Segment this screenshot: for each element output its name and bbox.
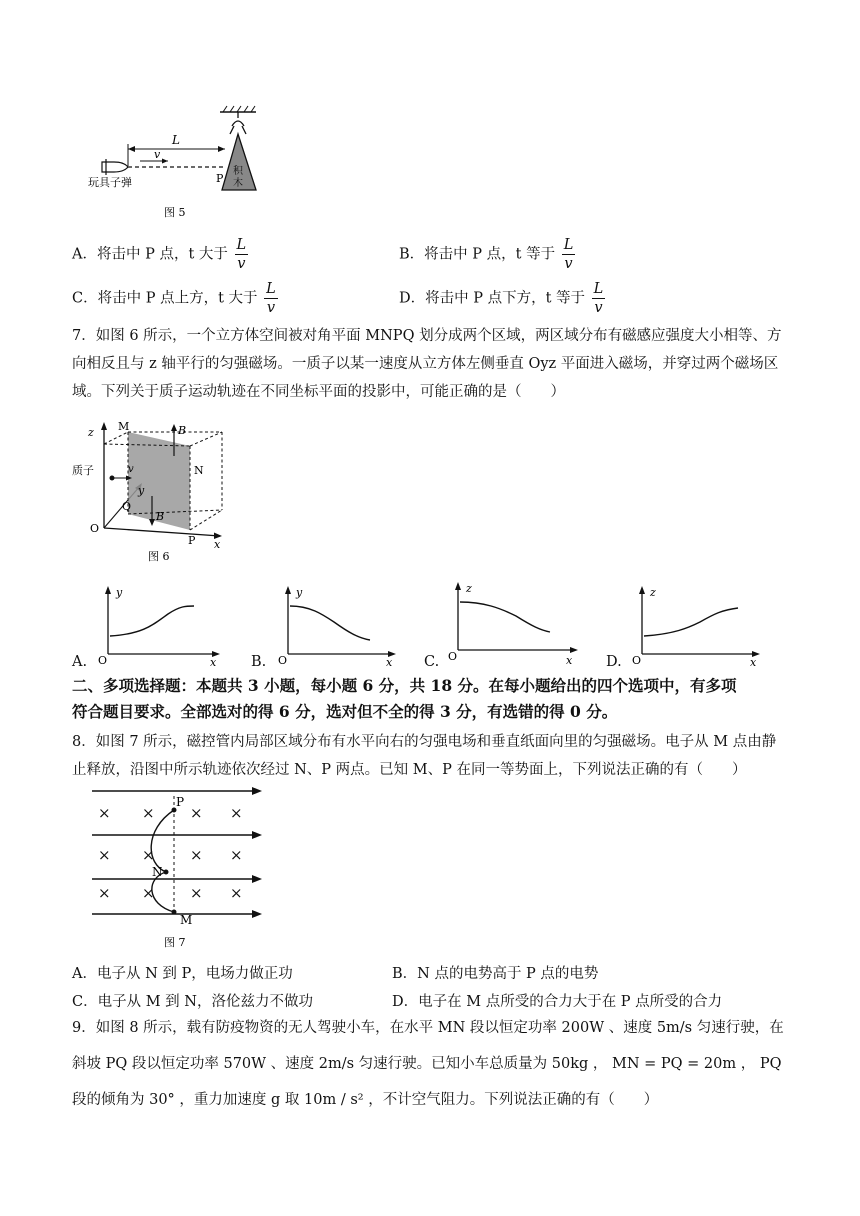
graph-a-vertical-axis: y [116, 586, 123, 599]
graph-d-horizontal-axis: x [750, 656, 757, 668]
graph-b-horizontal-axis: x [386, 656, 393, 668]
q7-line-3: 域。下列关于质子运动轨迹在不同坐标平面的投影中，可能正确的是（ ） [72, 384, 565, 400]
fig5-block-label-2: 木 [233, 178, 243, 189]
fig6-P: P [188, 534, 196, 547]
graph-b-vertical-axis: y [296, 586, 303, 599]
graph-d-origin: O [632, 654, 642, 667]
fig6-z: z [88, 426, 94, 439]
fraction-l-over-v: $\frac{L}{v}$ [266, 281, 276, 316]
svg-text:×: × [190, 884, 203, 902]
q8-line-1: 8．如图 7 所示，磁控管内局部区域分布有水平向右的匀强电场和垂直纸面向里的匀强磁场。电子从 M 点由静 [72, 734, 777, 750]
fig6-proton: 质子 [72, 464, 94, 477]
q9-line-1: 9．如图 8 所示，载有防疫物资的无人驾驶小车，在水平 MN 段以恒定功率 200W 、速度 5m/s 匀速行驶，在 [72, 1020, 784, 1036]
fig5-label-P: P [216, 172, 224, 185]
fig6-O: O [90, 522, 100, 535]
q6-option-d[interactable]: D．将击中 P 点下方，t 等于 $\frac{L}{v}$ [399, 281, 604, 316]
q7-option-d[interactable]: D. [606, 654, 622, 670]
fig5-caption: 图 5 [164, 206, 186, 219]
fig6-N: N [194, 464, 204, 477]
fig6-B-up: B [178, 424, 187, 437]
q7-graph-d [628, 584, 768, 668]
graph-b-origin: O [278, 654, 288, 667]
section-2-heading-line-1: 二、多项选择题：本题共 3 小题，每小题 6 分，共 18 分。在每小题给出的四个选项中，有多项 [72, 676, 737, 695]
fraction-l-over-v: $\frac{L}{v}$ [593, 281, 604, 316]
graph-c-horizontal-axis: x [566, 654, 573, 667]
svg-text:×: × [98, 884, 111, 902]
q7-graph-b [274, 584, 404, 668]
figure-6 [72, 410, 242, 570]
graph-a-horizontal-axis: x [210, 656, 217, 668]
fig7-caption: 图 7 [164, 936, 186, 949]
section-2-heading-line-2: 符合题目要求。全部选对的得 6 分，选对但不全的得 3 分，有选错的得 0 分。 [72, 702, 618, 721]
q6-option-a[interactable]: A．将击中 P 点，t 大于 $\frac{L}{v}$ [72, 237, 247, 272]
graph-a-origin: O [98, 654, 108, 667]
q7-option-b[interactable]: B. [251, 654, 267, 670]
fraction-l-over-v: $\frac{L}{v}$ [236, 237, 247, 272]
fig6-B-down: B [156, 510, 165, 523]
svg-text:×: × [142, 804, 155, 822]
q7-line-2: 向相反且与 z 轴平行的匀强磁场。一质子以某一速度从立方体左侧垂直 Oyz 平面进入磁场，并穿过两个磁场区 [72, 356, 779, 372]
magnetic-field-crosses [98, 804, 243, 902]
svg-text:×: × [142, 846, 155, 864]
q7-graph-c [444, 580, 584, 668]
fraction-l-over-v: $\frac{L}{v}$ [563, 237, 574, 272]
q8-option-b[interactable]: B．N 点的电势高于 P 点的电势 [392, 966, 599, 982]
svg-text:×: × [98, 846, 111, 864]
q8-option-d[interactable]: D．电子在 M 点所受的合力大于在 P 点所受的合力 [392, 994, 723, 1010]
fig6-caption: 图 6 [148, 550, 170, 563]
fig6-x: x [214, 538, 221, 551]
q9-line-3: 段的倾角为 30° ，重力加速度 g 取 10m / s² ，不计空气阻力。下列说法正确的有（ ） [72, 1092, 659, 1108]
svg-text:×: × [230, 846, 243, 864]
graph-c-origin: O [448, 650, 458, 663]
fig6-v: v [128, 464, 134, 475]
svg-text:×: × [230, 884, 243, 902]
fig5-block-label-1: 积 [233, 166, 243, 177]
svg-text:×: × [98, 804, 111, 822]
svg-text:×: × [190, 846, 203, 864]
fig6-M: M [118, 420, 130, 433]
graph-d-vertical-axis: z [650, 586, 656, 599]
fig7-N: N [152, 865, 163, 879]
graph-c-vertical-axis: z [466, 582, 472, 595]
svg-text:×: × [230, 804, 243, 822]
q6-option-b[interactable]: B．将击中 P 点，t 等于 $\frac{L}{v}$ [399, 237, 574, 272]
fig5-label-L: L [172, 133, 180, 147]
svg-text:×: × [190, 804, 203, 822]
q6-option-c[interactable]: C．将击中 P 点上方，t 大于 $\frac{L}{v}$ [72, 281, 276, 316]
svg-text:×: × [142, 884, 155, 902]
q9-line-2: 斜坡 PQ 段以恒定功率 570W 、速度 2m/s 匀速行驶。已知小车总质量为 50kg ， MN = PQ = 20m ， PQ [72, 1056, 782, 1072]
fig7-M: M [180, 913, 193, 927]
q7-line-1: 7．如图 6 所示，一个立方体空间被对角平面 MNPQ 划分成两个区域，两区域分布有磁感应强度大小相等、方 [72, 328, 782, 344]
q8-line-2: 止释放，沿图中所示轨迹依次经过 N、P 两点。已知 M、P 在同一等势面上，下列说法正确的有（ ） [72, 762, 747, 778]
fig7-P: P [176, 795, 185, 809]
fig5-toy-label: 玩具子弹 [88, 176, 132, 189]
q7-graph-a [94, 584, 224, 668]
q7-option-a[interactable]: A. [72, 654, 88, 670]
q7-option-c[interactable]: C. [424, 654, 440, 670]
fig6-Q: Q [122, 500, 132, 513]
figure-5 [80, 104, 280, 224]
q8-option-c[interactable]: C．电子从 M 到 N，洛伦兹力不做功 [72, 994, 313, 1010]
fig5-label-v: v [154, 148, 161, 161]
q8-option-a[interactable]: A．电子从 N 到 P，电场力做正功 [72, 966, 293, 982]
fig6-y: y [138, 484, 145, 497]
figure-7 [80, 786, 270, 952]
